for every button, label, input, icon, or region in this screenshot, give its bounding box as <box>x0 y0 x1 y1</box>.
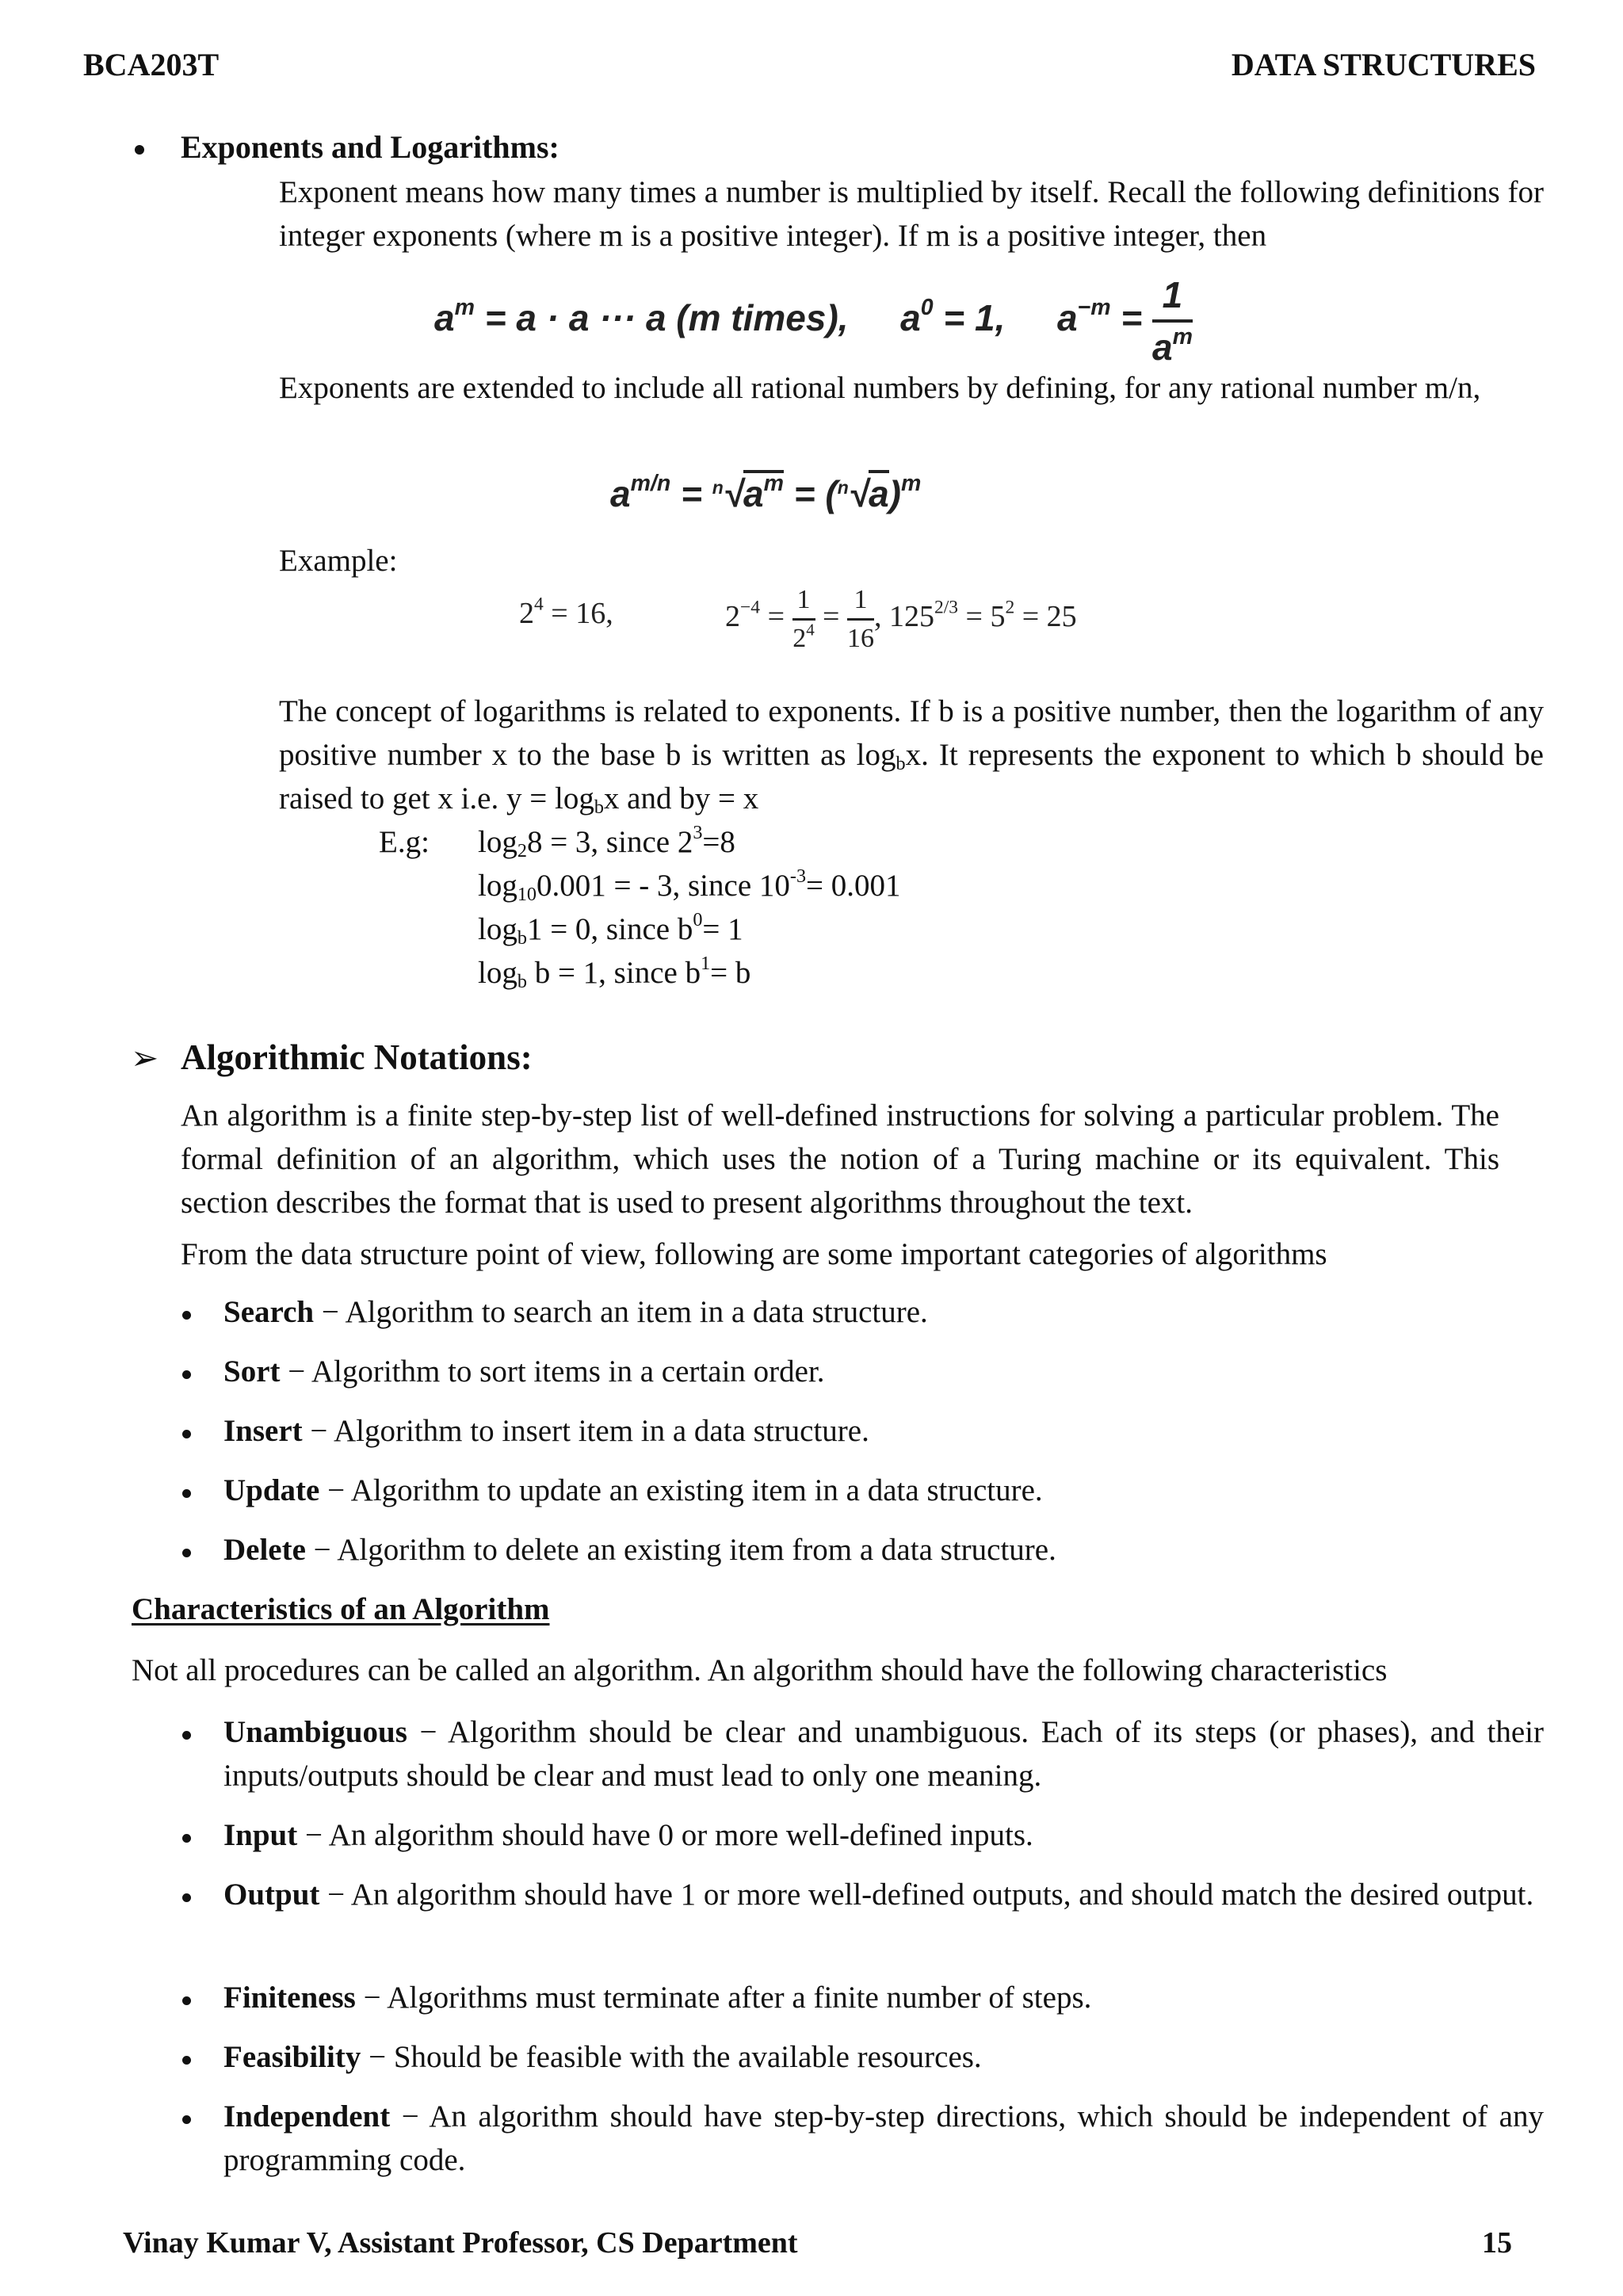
example-exponent-2: $2^{-4}$ = $\frac{1}{2^4}$ = $\frac{1}{16}$ , $125^{2/3} = 5^2 = 25$ <box>725 585 1077 653</box>
list-item: Output − An algorithm should have 1 or more well-defined outputs, and should match the desired output. <box>223 1873 1544 1976</box>
header-course-code: BCA203T <box>83 47 220 82</box>
example-label: Example: <box>279 544 398 578</box>
algorithm-categories-list <box>223 1290 1544 1587</box>
characteristics-intro: Not all procedures can be called an algorithm. An algorithm should have the following characteristics <box>132 1653 1388 1687</box>
example-exponent-1: $2^4 = 16$, <box>519 594 613 630</box>
section-title-algorithmic-notations: Algorithmic Notations: <box>181 1037 533 1077</box>
list-item: Update − Algorithm to update an existing item in a data structure. <box>223 1469 1544 1528</box>
categories-intro: From the data structure point of view, following are some important categories of algorithms <box>181 1237 1327 1271</box>
list-item: Finiteness − Algorithms must terminate after a finite number of steps. <box>223 1976 1544 2035</box>
rational-exponents-text: Exponents are extended to include all rational numbers by defining, for any rational number m/n, <box>279 371 1481 405</box>
formula-exponent-definition: $a^m = a \cdot a$ ··· a (m times), $a^0 = 1$, $a^{-m}$ = $\frac{1}{a^m}$ <box>434 274 1193 368</box>
subsection-title-characteristics: Characteristics of an Algorithm <box>132 1592 550 1626</box>
algorithm-definition-paragraph: An algorithm is a finite step-by-step list of well-defined instructions for solving a particular problem. The formal definition of an algorithm, which uses the notion of a Turing machine or its equivalent. This section describes the format that is used to present algorithms throughout the text. <box>181 1098 1499 1220</box>
log-example-row: $\log_b b = 1$, since $b^1= b$ <box>478 953 751 993</box>
page-number: 15 <box>1482 2226 1512 2260</box>
log-example-row: $\log_28 = 3$, since $2^3=8$ <box>478 822 735 862</box>
log-example-row: $\log_{10}0.001$ = - 3, since $10^{-3}= 0.001$ <box>478 865 901 906</box>
list-item: Feasibility − Should be feasible with the available resources. <box>223 2035 1544 2095</box>
header-subject: DATA STRUCTURES <box>1231 47 1536 82</box>
list-item: Unambiguous − Algorithm should be clear and unambiguous. Each of its steps (or phases), and their inputs/outputs should be clear and must lead to only one meaning. <box>223 1710 1544 1813</box>
logarithm-paragraph: The concept of logarithms is related to exponents. If b is a positive number, then the logarithm of any positive number x to the base b is written as $\log_bx$. It represents the exponent to which b should be raised to get x i.e. $y = \log_bx$ and by = x <box>279 694 1544 819</box>
arrow-bullet-icon: ➢ <box>131 1041 159 1077</box>
exponents-intro: Exponent means how many times a number is multiplied by itself. Recall the following definitions for integer exponents (where m is a positive integer). If m is a positive integer, then <box>279 175 1544 253</box>
list-item: Search − Algorithm to search an item in a data structure. <box>223 1290 1544 1350</box>
list-item: Input − An algorithm should have 0 or more well-defined inputs. <box>223 1813 1544 1873</box>
log-example-row: $\log_b1 = 0$, since $b^0= 1$ <box>478 909 743 949</box>
characteristics-list <box>223 1710 1544 2198</box>
footer-author: Vinay Kumar V, Assistant Professor, CS Department <box>123 2226 798 2260</box>
list-item: Sort − Algorithm to sort items in a certain order. <box>223 1350 1544 1409</box>
eg-label: E.g: <box>379 825 430 859</box>
log-examples <box>478 820 901 995</box>
bullet-dot <box>135 145 144 155</box>
list-item: Insert − Algorithm to insert item in a data structure. <box>223 1409 1544 1469</box>
section-title-exponents: Exponents and Logarithms: <box>181 129 559 165</box>
list-item: Independent − An algorithm should have step-by-step directions, which should be independent of any programming code. <box>223 2095 1544 2198</box>
list-item: Delete − Algorithm to delete an existing item from a data structure. <box>223 1528 1544 1587</box>
formula-rational-exponent: $a^{m/n} = ^n√a^m = (^n√a)^m$ <box>610 471 922 514</box>
